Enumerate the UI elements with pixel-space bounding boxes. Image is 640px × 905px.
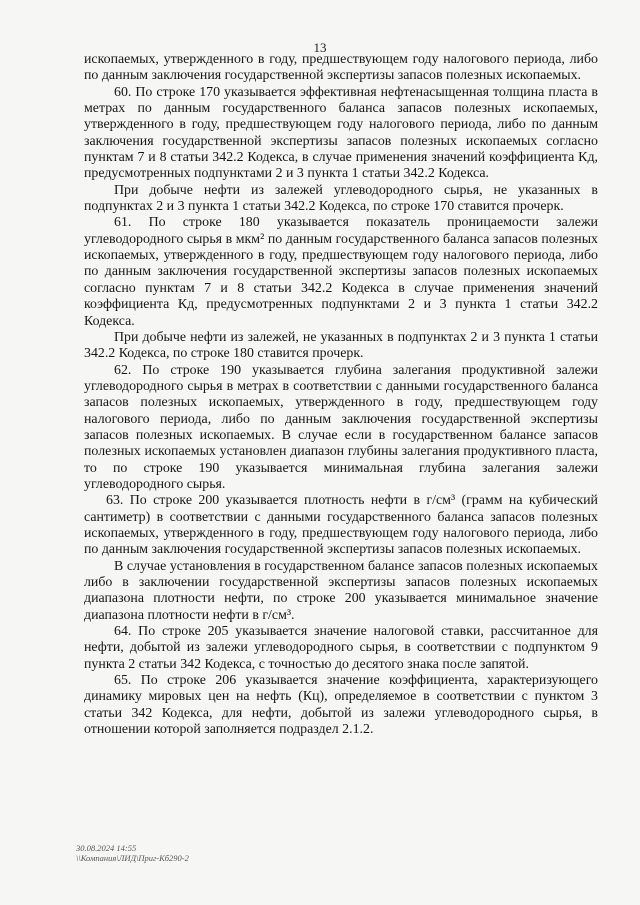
- page-number: 13: [313, 40, 327, 55]
- paragraph-61: 61. По строке 180 указывается показатель проницаемости залежи углеводородного сырья в мкм² по данным государственного баланса запасов полезных ископаемых, утвержденного в году, предшествующем году налогового периода, либо по данным заключения государственной экспертизы запасов полезных ископаемых согласно пунктам 7 и 8 статьи 342.2 Кодекса в случае применения значений коэффициента Кд, предусмотренных подпунктами 2 и 3 пункта 1 статьи 342.2 Кодекса.: [84, 215, 598, 329]
- paragraph-continuation: ископаемых, утвержденного в году, предшествующем году налогового периода, либо по данным заключения государственной экспертизы запасов полезных ископаемых.: [84, 52, 598, 84]
- paragraph-63-note: В случае установления в государственном балансе запасов полезных ископаемых либо в заключении государственной экспертизы запасов полезных ископаемых диапазона плотности нефти, по строке 200 указывается минимальное значение диапазона плотности нефти в г/см³.: [84, 558, 598, 623]
- paragraph-63: 63. По строке 200 указывается плотность нефти в г/см³ (грамм на кубический сантиметр) в соответствии с данными государственного баланса запасов полезных ископаемых, утвержденного в году, предшествующем году налогового периода, либо по данным заключения государственной экспертизы запасов полезных ископаемых.: [84, 493, 598, 558]
- paragraph-62: 62. По строке 190 указывается глубина залегания продуктивной залежи углеводородного сырья в метрах в соответствии с данными государственного баланса запасов полезных ископаемых, утвержденного в году, предшествующем году налогового периода, либо по данным заключения государственной экспертизы запасов полезных ископаемых. В случае если в государственном балансе запасов полезных ископаемых установлен диапазон глубины залегания продуктивного пласта, то по строке 190 указывается минимальная глубина залегания залежи углеводородного сырья.: [84, 362, 598, 492]
- paragraph-65: 65. По строке 206 указывается значение коэффициента, характеризующего динамику мировых цен на нефть (Кц), определяемое в соответствии с пунктом 3 статьи 342 Кодекса, для нефти, добытой из залежи углеводородного сырья, в отношении которой заполняется подраздел 2.1.2.: [84, 673, 598, 738]
- paragraph-60-note: При добыче нефти из залежей углеводородного сырья, не указанных в подпунктах 2 и 3 пункта 1 статьи 342.2 Кодекса, по строке 170 ставится прочерк.: [84, 182, 598, 215]
- footer-timestamp: 30.08.2024 14:55: [76, 843, 137, 853]
- footer-path: \\Компания\ЛИД\Приг-Кб290-2: [76, 853, 189, 863]
- paragraph-64: 64. По строке 205 указывается значение налоговой ставки, рассчитанное для нефти, добытой из залежи углеводородного сырья, в соответствии с подпунктом 9 пункта 2 статьи 342 Кодекса, с точностью до десятого знака после запятой.: [84, 624, 598, 672]
- document-body: [84, 52, 598, 738]
- paragraph-61-note: При добыче нефти из залежей, не указанных в подпунктах 2 и 3 пункта 1 статьи 342.2 Кодекса, по строке 180 ставится прочерк.: [84, 329, 598, 362]
- paragraph-60: 60. По строке 170 указывается эффективная нефтенасыщенная толщина пласта в метрах по данным государственного баланса запасов полезных ископаемых, утвержденного в году, предшествующем году налогового периода, либо по данным заключения государственной экспертизы запасов полезных ископаемых согласно пунктам 7 и 8 статьи 342.2 Кодекса, в случае применения значений коэффициента Кд, предусмотренных подпунктами 2 и 3 пункта 1 статьи 342.2 Кодекса.: [84, 84, 598, 182]
- print-footer: [76, 843, 189, 863]
